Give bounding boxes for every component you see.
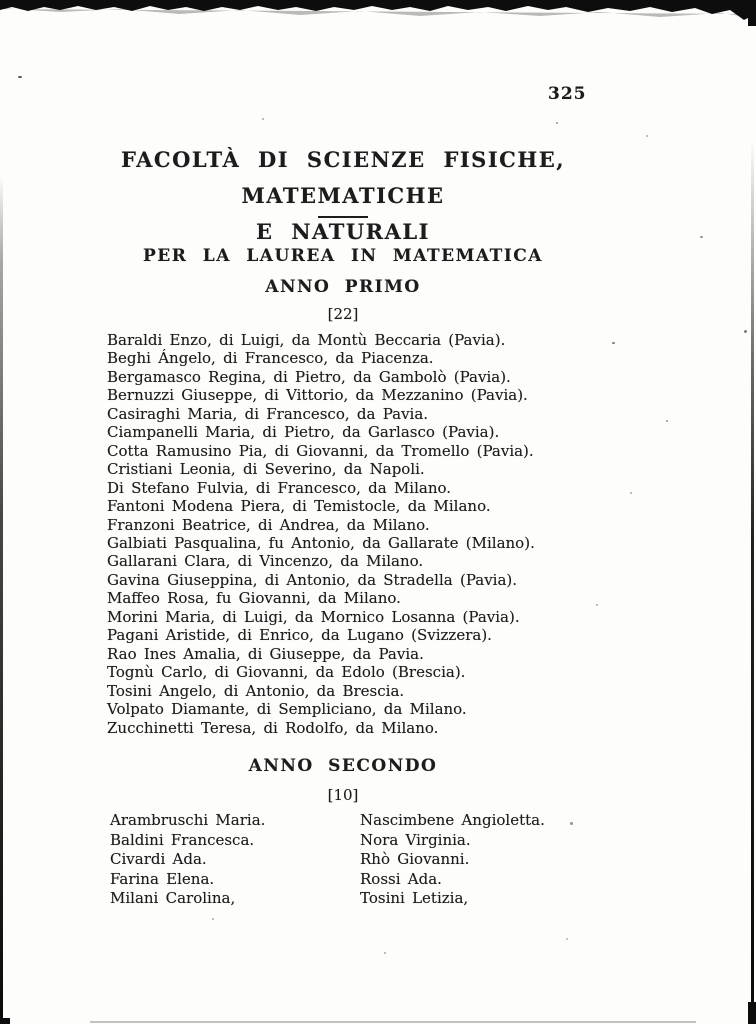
- page-bottom-edge-shadow: [90, 1021, 696, 1023]
- student-entry: Nascimbene Angioletta.: [360, 811, 545, 829]
- dust-speck: [700, 236, 703, 238]
- student-entry: Beghi Ángelo, di Francesco, da Piacenza.: [107, 349, 434, 368]
- anno-primo-heading: ANNO PRIMO: [265, 277, 421, 297]
- student-entry: Tognù Carlo, di Giovanni, da Edolo (Brescia).: [107, 663, 466, 682]
- dust-speck: [744, 330, 747, 333]
- dust-speck: [18, 76, 22, 78]
- student-entry: Cristiani Leonia, di Severino, da Napoli.: [107, 460, 425, 479]
- dust-speck: [556, 122, 558, 124]
- student-entry: Maffeo Rosa, fu Giovanni, da Milano.: [107, 589, 401, 608]
- page-right-edge-shadow: [751, 140, 754, 1024]
- anno-secondo-heading: ANNO SECONDO: [248, 756, 438, 776]
- anno-secondo-left-column: [110, 811, 350, 909]
- dust-speck: [630, 492, 632, 494]
- page-left-edge-shadow: [0, 175, 3, 1024]
- student-entry: Tosini Letizia,: [360, 889, 469, 908]
- dust-speck: [384, 952, 386, 954]
- student-entry: Tosini Angelo, di Antonio, da Brescia.: [107, 681, 405, 700]
- anno-secondo-right-column: [360, 811, 600, 909]
- student-entry: Gavina Giuseppina, di Antonio, da Stradella (Pavia).: [107, 570, 518, 589]
- page-title-line-1: FACOLTÀ DI SCIENZE FISICHE, MATEMATICHE: [120, 147, 566, 208]
- student-entry: Bergamasco Regina, di Pietro, da Gambolò (Pavia).: [107, 367, 511, 386]
- dust-speck: [646, 135, 648, 137]
- student-entry: Bernuzzi Giuseppe, di Vittorio, da Mezzanino (Pavia).: [107, 386, 528, 405]
- student-entry: Cotta Ramusino Pia, di Giovanni, da Tromello (Pavia).: [107, 441, 534, 460]
- student-entry: Di Stefano Fulvia, di Francesco, da Milano.: [107, 478, 452, 497]
- student-entry: Ciampanelli Maria, di Pietro, da Garlasco (Pavia).: [107, 423, 500, 442]
- student-entry: Civardi Ada.: [110, 850, 207, 869]
- student-entry: Volpato Diamante, di Sempliciano, da Milano.: [107, 700, 467, 719]
- degree-heading: PER LA LAUREA IN MATEMATICA: [142, 246, 543, 266]
- page-bottom-left-edge: [0, 1018, 10, 1024]
- student-entry: Zucchinetti Teresa, di Rodolfo, da Milano.: [107, 718, 439, 737]
- torn-paper-edge: [0, 0, 756, 30]
- student-entry: Fantoni Modena Piera, di Temistocle, da Milano.: [107, 497, 491, 516]
- page-number: 325: [548, 84, 587, 104]
- student-entry: Rao Ines Amalia, di Giuseppe, da Pavia.: [107, 644, 424, 663]
- title-divider-rule: [318, 216, 368, 218]
- dust-speck: [262, 118, 264, 120]
- anno-primo-student-list: [107, 331, 627, 737]
- dust-speck: [666, 420, 668, 422]
- anno-primo-count: [22]: [327, 305, 359, 323]
- student-entry: Casiraghi Maria, di Francesco, da Pavia.: [107, 404, 429, 423]
- student-entry: Gallarani Clara, di Vincenzo, da Milano.: [107, 552, 424, 571]
- student-entry: Farina Elena.: [110, 869, 215, 888]
- dust-speck: [212, 918, 214, 920]
- student-entry: Arambruschi Maria.: [110, 811, 266, 829]
- student-entry: Pagani Aristide, di Enrico, da Lugano (Svizzera).: [107, 626, 492, 645]
- student-entry: Milani Carolina,: [110, 889, 236, 908]
- page-title: [63, 142, 623, 250]
- student-entry: Franzoni Beatrice, di Andrea, da Milano.: [107, 515, 430, 534]
- student-entry: Baraldi Enzo, di Luigi, da Montù Beccaria (Pavia).: [107, 331, 506, 349]
- student-entry: Nora Virginia.: [360, 830, 471, 849]
- student-entry: Rossi Ada.: [360, 869, 442, 888]
- student-entry: Baldini Francesca.: [110, 830, 255, 849]
- anno-secondo-count: [10]: [327, 786, 359, 804]
- page-title-line-2: E NATURALI: [256, 219, 430, 244]
- student-entry: Galbiati Pasqualina, fu Antonio, da Gallarate (Milano).: [107, 533, 535, 552]
- page-bottom-right-edge: [748, 1002, 756, 1024]
- dust-speck: [566, 938, 568, 940]
- student-entry: Rhò Giovanni.: [360, 850, 470, 869]
- student-entry: Morini Maria, di Luigi, da Mornico Losanna (Pavia).: [107, 607, 520, 626]
